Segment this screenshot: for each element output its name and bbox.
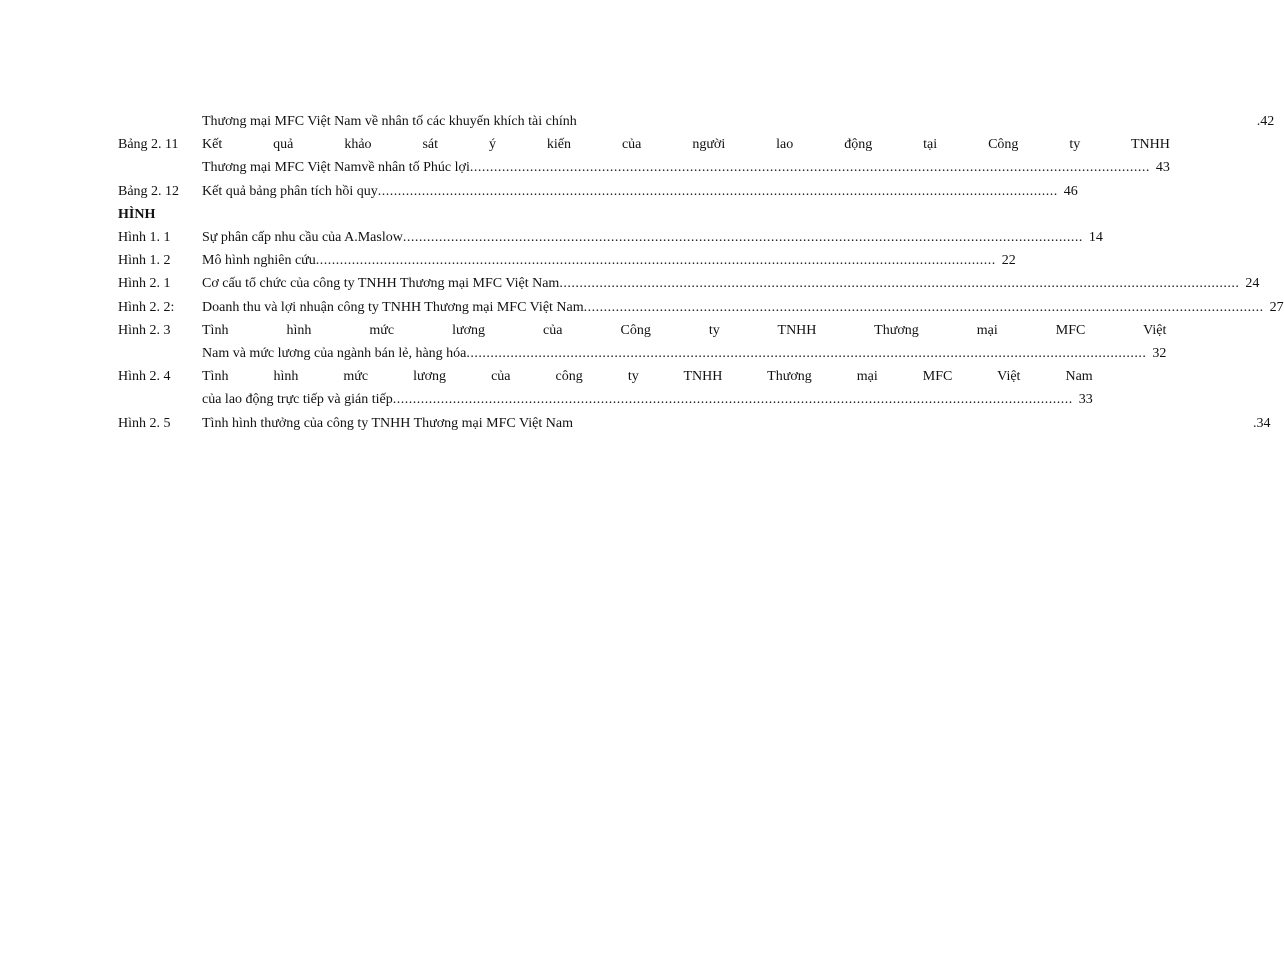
entry-title-line <box>202 296 1284 319</box>
toc-entry <box>118 412 1271 435</box>
entry-page-number: 33 <box>1078 392 1093 408</box>
entry-title-line: Kết quả khảo sát ý kiến của người lao động tại Công ty TNHH <box>202 137 1170 153</box>
dot-leader <box>584 296 1264 319</box>
entry-title <box>202 319 1166 365</box>
entry-title-line <box>202 388 1093 411</box>
toc-entry <box>118 180 1078 203</box>
entry-title-line <box>202 249 1016 272</box>
entry-title-text: Thương mại MFC Việt Nam về nhân tố các khuyến khích tài chính <box>202 114 577 129</box>
entry-page-number: 43 <box>1155 160 1170 176</box>
entry-title <box>202 180 1078 203</box>
section-heading: HÌNH <box>118 206 156 222</box>
entry-title-line <box>202 180 1078 203</box>
entry-title-line <box>202 110 1274 133</box>
entry-label: Hình 2. 3 <box>118 322 171 338</box>
entry-title-text: Nam và mức lương của ngành bán lẻ, hàng hóa <box>202 346 467 362</box>
toc-entry <box>118 365 1093 411</box>
entry-title-line <box>202 342 1166 365</box>
entry-title-line: Tình hình mức lương của Công ty TNHH Thương mại MFC Việt <box>202 322 1167 338</box>
entry-title <box>202 226 1103 249</box>
entry-title <box>202 272 1259 295</box>
toc-entry <box>118 110 1275 133</box>
entry-title <box>202 365 1093 411</box>
dot-leader <box>559 272 1239 295</box>
table-of-contents <box>118 110 1284 435</box>
toc-entry <box>118 249 1016 272</box>
dot-leader <box>470 156 1150 179</box>
toc-entry <box>118 272 1260 295</box>
entry-label: Hình 2. 2: <box>118 299 175 315</box>
dot-leader <box>378 180 1058 203</box>
entry-title <box>202 249 1016 272</box>
entry-page-number: 32 <box>1152 346 1167 362</box>
entry-page-number: .34 <box>1252 415 1271 431</box>
figure-list <box>118 226 1284 435</box>
entry-title-text: Tình hình thưởng của công ty TNHH Thương mại MFC Việt Nam <box>202 415 573 431</box>
entry-page-number: 24 <box>1245 276 1260 292</box>
dot-leader <box>403 226 1083 249</box>
toc-entry <box>118 319 1167 365</box>
dot-leader <box>393 388 1073 411</box>
entry-label: Hình 1. 2 <box>118 253 171 269</box>
entry-title <box>202 110 1274 133</box>
entry-page-number: 46 <box>1063 183 1078 199</box>
entry-label: Bảng 2. 12 <box>118 183 180 199</box>
entry-title-line <box>202 272 1259 295</box>
entry-title-line: Tình hình mức lương của công ty TNHH Thương mại MFC Việt Nam <box>202 369 1093 385</box>
entry-label: Hình 2. 5 <box>118 415 171 431</box>
entry-title-text: Doanh thu và lợi nhuận công ty TNHH Thương mại MFC Việt Nam <box>202 299 584 315</box>
toc-entry <box>118 226 1103 249</box>
entry-page-number: 22 <box>1001 253 1016 269</box>
entry-title-text: Cơ cấu tổ chức của công ty TNHH Thương mại MFC Việt Nam <box>202 276 560 292</box>
entry-title <box>202 296 1284 319</box>
entry-page-number: .42 <box>1256 114 1275 129</box>
entry-label: Bảng 2. 11 <box>118 137 179 153</box>
entry-title-text: Mô hình nghiên cứu <box>202 253 316 269</box>
dot-leader <box>466 342 1146 365</box>
entry-label: Hình 2. 4 <box>118 369 171 385</box>
entry-page-number: 27 <box>1269 299 1284 315</box>
entry-title-line <box>202 412 1270 435</box>
entry-title-text: Kết quả bảng phân tích hồi quy <box>202 183 378 199</box>
dot-leader <box>316 249 996 272</box>
entry-title <box>202 412 1270 435</box>
table-list <box>118 110 1275 203</box>
entry-title <box>202 133 1170 179</box>
entry-title-line <box>202 226 1103 249</box>
entry-label <box>118 110 202 133</box>
toc-entry <box>118 133 1170 179</box>
entry-title-text: Thương mại MFC Việt Namvề nhân tố Phúc lợi <box>202 160 470 176</box>
toc-entry <box>118 296 1284 319</box>
entry-page-number: 14 <box>1088 230 1103 246</box>
entry-label: Hình 1. 1 <box>118 230 171 246</box>
entry-title-text: Sự phân cấp nhu cầu của A.Maslow <box>202 230 403 246</box>
entry-title-line <box>202 156 1170 179</box>
entry-title-text: của lao động trực tiếp và gián tiếp <box>202 392 393 408</box>
entry-label: Hình 2. 1 <box>118 276 171 292</box>
